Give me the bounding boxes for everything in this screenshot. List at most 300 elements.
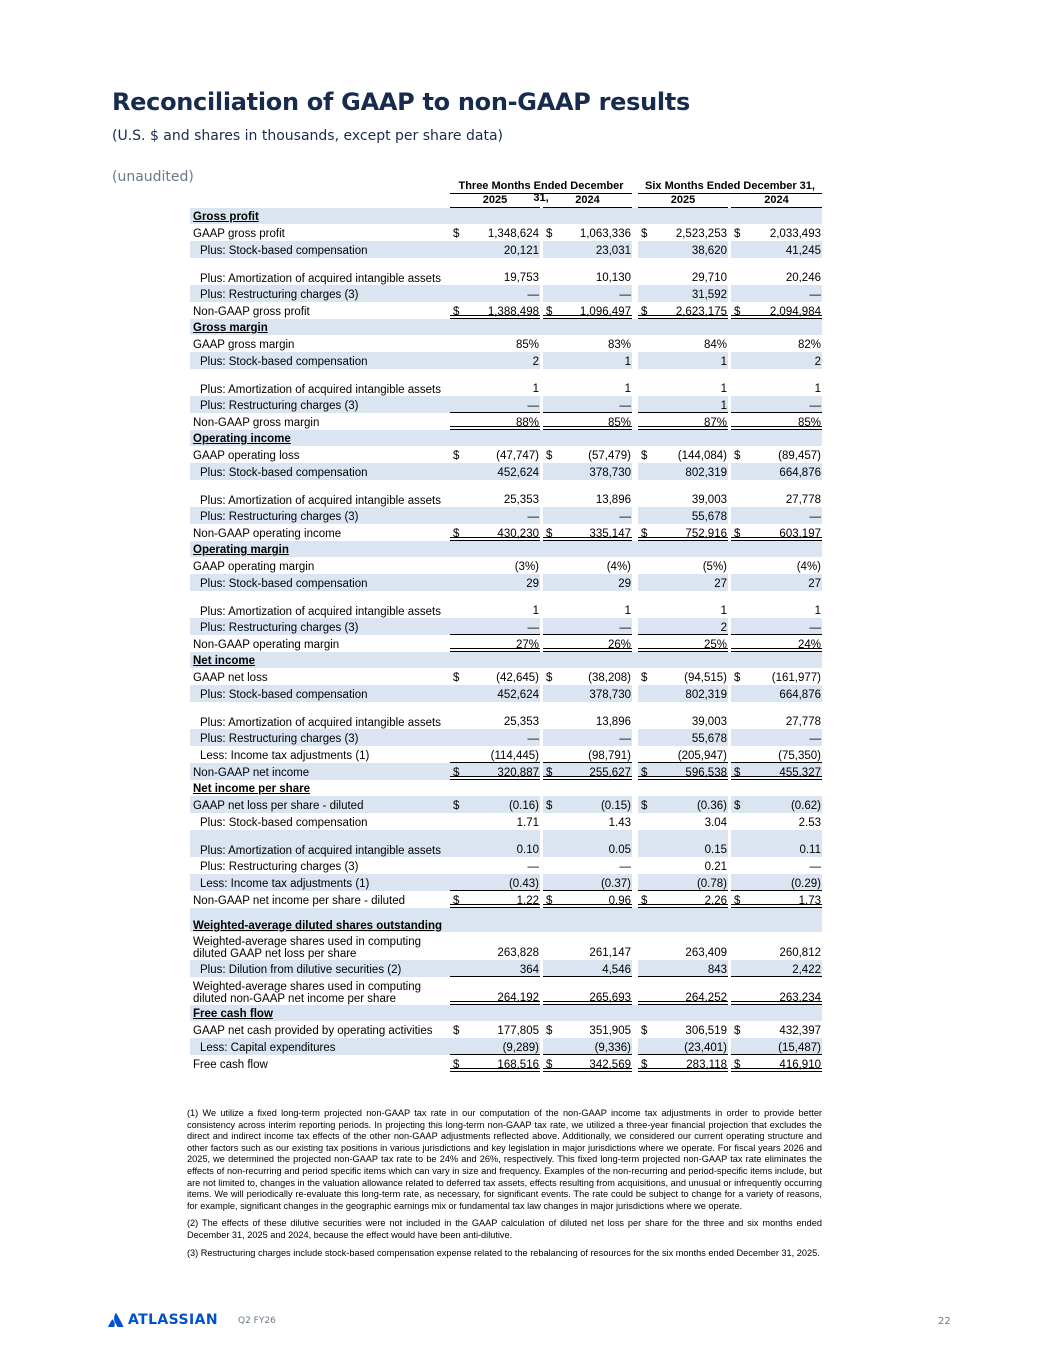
currency-symbol: $ [734, 672, 741, 684]
row-label: Plus: Amortization of acquired intangible assets [190, 830, 450, 857]
currency-symbol [731, 352, 745, 369]
currency-symbol [731, 874, 745, 891]
row-label: Plus: Restructuring charges (3) [190, 507, 450, 524]
row-label: Non-GAAP operating margin [193, 639, 340, 651]
table-row [190, 241, 822, 258]
currency-symbol: $ [450, 796, 464, 813]
currency-symbol [731, 241, 745, 258]
value-3m-2024: — [557, 396, 632, 413]
reconciliation-table [190, 208, 822, 1072]
value-3m-2024: 351,905 [589, 1025, 631, 1037]
currency-symbol: $ [543, 891, 557, 908]
row-label: GAAP net loss per share - diluted [190, 796, 450, 813]
currency-symbol: $ [731, 524, 745, 541]
value-6m-2024: 1 [814, 383, 821, 395]
currency-symbol [638, 258, 652, 285]
currency-symbol [450, 463, 464, 480]
currency-symbol: $ [731, 302, 745, 319]
currency-symbol [638, 241, 652, 258]
currency-symbol [638, 480, 652, 507]
section-header-row [190, 652, 822, 668]
value-3m-2025: — [464, 285, 540, 302]
currency-symbol [638, 1038, 652, 1055]
currency-symbol: $ [453, 1025, 460, 1037]
currency-symbol [543, 960, 557, 977]
value-6m-2024: (89,457) [778, 450, 821, 462]
value-3m-2024: (4%) [606, 561, 631, 573]
currency-symbol: $ [543, 524, 557, 541]
value-3m-2025: (42,645) [496, 672, 539, 684]
value-3m-2024: 1,063,336 [579, 228, 631, 240]
value-6m-2024: (75,350) [745, 746, 822, 763]
value-6m-2025: 84% [703, 339, 727, 351]
currency-symbol [450, 702, 464, 729]
currency-symbol [731, 977, 745, 1005]
value-6m-2025: 39,003 [691, 716, 727, 728]
value-3m-2025: 25,353 [503, 494, 539, 506]
row-label: Plus: Stock-based compensation [190, 574, 450, 591]
currency-symbol: $ [734, 450, 741, 462]
table-row [190, 857, 822, 874]
currency-symbol [731, 507, 745, 524]
value-3m-2025: 364 [464, 960, 540, 977]
value-3m-2025: — [464, 396, 540, 413]
row-label: Plus: Dilution from dilutive securities (2) [190, 960, 450, 977]
table-row [190, 960, 822, 977]
currency-symbol [731, 960, 745, 977]
row-label: Plus: Amortization of acquired intangible assets [200, 716, 441, 729]
section-header-row [190, 780, 822, 796]
value-6m-2024: — [745, 618, 822, 635]
currency-symbol [638, 746, 652, 763]
currency-symbol: $ [546, 450, 553, 462]
currency-symbol [638, 396, 652, 413]
table-row [190, 796, 822, 813]
value-6m-2025: (205,947) [652, 746, 728, 763]
value-3m-2025: 430,230 [464, 524, 540, 541]
value-3m-2024: (57,479) [588, 450, 631, 462]
currency-symbol [450, 241, 464, 258]
header-six-months: Six Months Ended December 31, [638, 180, 822, 194]
row-label: Non-GAAP gross margin [193, 417, 320, 429]
page-title: Reconciliation of GAAP to non-GAAP results [112, 88, 690, 116]
value-6m-2025: 596,538 [652, 763, 728, 780]
currency-symbol [731, 463, 745, 480]
currency-symbol [638, 857, 652, 874]
row-label: Plus: Stock-based compensation [190, 352, 450, 369]
table-row [190, 830, 822, 857]
value-6m-2025: 2 [652, 618, 728, 635]
value-3m-2024: 335,147 [557, 524, 632, 541]
currency-symbol [543, 618, 557, 635]
value-6m-2025: 1 [652, 396, 728, 413]
currency-symbol: $ [450, 524, 464, 541]
value-3m-2024: (0.15) [557, 796, 632, 813]
value-3m-2024: 83% [607, 339, 631, 351]
value-3m-2024: (98,791) [557, 746, 632, 763]
row-label: Weighted-average shares used in computing diluted non-GAAP net income per share [193, 981, 422, 1005]
value-6m-2025: 38,620 [652, 241, 728, 258]
row-label: Plus: Amortization of acquired intangible assets [200, 383, 441, 396]
currency-symbol: $ [453, 228, 460, 240]
value-3m-2024: — [619, 861, 631, 873]
value-3m-2024: 342,569 [557, 1055, 632, 1072]
value-6m-2024: 24% [745, 635, 822, 652]
value-6m-2024: 1 [814, 605, 821, 617]
section-header: Operating income [190, 430, 822, 446]
currency-symbol: $ [731, 796, 745, 813]
table-row [190, 524, 822, 541]
section-header: Gross margin [190, 319, 822, 335]
row-label: Non-GAAP gross profit [193, 306, 310, 318]
value-6m-2024: 603,197 [745, 524, 822, 541]
value-6m-2024: 664,876 [745, 463, 822, 480]
value-6m-2024: — [809, 861, 821, 873]
currency-symbol: $ [546, 228, 553, 240]
footnote-1: (1) We utilize a fixed long-term projected non-GAAP tax rate in our computation of the non-GAAP income tax adjustments in order to provide better consistency across interim reporting periods. In projecting this long-term non-GAAP tax rate, we utilized a three-year financial projection that excludes the direct and indirect income tax effects of the other non-GAAP adjustments reflected above. Additionally, we considered our current operating structure and other factors such as our existing tax positions in various jurisdictions and key legislation in major jurisdictions where we operate. For fiscal years 2026 and 2025, we determined the projected non-GAAP tax rate to be 24% and 26%, respectively. This fixed long-term projected non-GAAP tax rate eliminates the effects of non-recurring and period specific items which can vary in size and frequency. Examples of the non-recurring and period-specific items include, but are not limited to, changes in the valuation allowance related to deferred tax assets, effects resulting from acquisitions, and unusual or infrequently occurring items. We will periodically re-evaluate this long-term rate, as necessary, for significant events. The rate could be subject to change for a variety of reasons, for example, significant changes in the geographic earnings mix or fundamental tax law changes in major jurisdictions where we operate. [187, 1108, 822, 1211]
value-3m-2025: 2 [464, 352, 540, 369]
row-label: Weighted-average shares used in computing diluted GAAP net loss per share [193, 936, 422, 960]
value-6m-2025: (94,515) [684, 672, 727, 684]
value-6m-2025: 31,592 [652, 285, 728, 302]
currency-symbol [543, 335, 557, 352]
value-6m-2024: 0.11 [745, 830, 822, 857]
value-3m-2024: 29 [557, 574, 632, 591]
value-3m-2024: 13,896 [595, 494, 631, 506]
value-6m-2024: 2,033,493 [769, 228, 821, 240]
value-3m-2025: (114,445) [464, 746, 540, 763]
value-6m-2025: (0.36) [652, 796, 728, 813]
value-3m-2025: 1.71 [516, 817, 539, 829]
table-row [190, 746, 822, 763]
currency-symbol [731, 591, 745, 618]
row-label: Plus: Restructuring charges (3) [190, 396, 450, 413]
value-6m-2025: 25% [652, 635, 728, 652]
table-row [190, 335, 822, 352]
value-3m-2025: — [464, 618, 540, 635]
currency-symbol [543, 1038, 557, 1055]
value-6m-2025: 55,678 [652, 507, 728, 524]
currency-symbol: $ [450, 891, 464, 908]
currency-symbol [731, 1038, 745, 1055]
value-3m-2024: 1 [624, 383, 631, 395]
currency-symbol [731, 557, 745, 574]
value-6m-2025: 2,523,253 [675, 228, 727, 240]
footnote-3: (3) Restructuring charges include stock-based compensation expense related to the rebalancing of resources for the six months ended December 31, 2025. [187, 1247, 820, 1258]
currency-symbol [450, 480, 464, 507]
value-6m-2025: 264,252 [652, 977, 728, 1005]
value-6m-2024: — [745, 729, 822, 746]
currency-symbol [543, 591, 557, 618]
value-3m-2024: 10,130 [595, 272, 631, 284]
currency-symbol [731, 830, 745, 857]
value-6m-2024: 260,812 [779, 947, 821, 959]
value-6m-2024: 82% [797, 339, 821, 351]
currency-symbol [450, 857, 464, 874]
currency-symbol [450, 591, 464, 618]
currency-symbol [731, 285, 745, 302]
value-6m-2024: 27,778 [785, 494, 821, 506]
section-header-row [190, 541, 822, 557]
currency-symbol [638, 463, 652, 480]
currency-symbol: $ [453, 450, 460, 462]
currency-symbol [731, 574, 745, 591]
value-3m-2025: — [464, 507, 540, 524]
value-3m-2024: — [557, 729, 632, 746]
currency-symbol [638, 285, 652, 302]
row-label: Non-GAAP net income [190, 763, 450, 780]
currency-symbol: $ [453, 672, 460, 684]
table-row [190, 729, 822, 746]
row-label: Plus: Restructuring charges (3) [190, 729, 450, 746]
value-6m-2024: — [745, 285, 822, 302]
footnotes [187, 1108, 822, 1265]
table-row [190, 932, 822, 960]
value-3m-2024: 0.05 [557, 830, 632, 857]
value-3m-2024: (9,336) [557, 1038, 632, 1055]
value-3m-2025: (47,747) [496, 450, 539, 462]
currency-symbol [450, 413, 464, 430]
currency-symbol [543, 480, 557, 507]
currency-symbol: $ [638, 891, 652, 908]
currency-symbol [638, 977, 652, 1005]
value-3m-2024: 23,031 [557, 241, 632, 258]
row-label: Plus: Restructuring charges (3) [200, 861, 359, 873]
currency-symbol: $ [543, 763, 557, 780]
value-3m-2025: 264,192 [464, 977, 540, 1005]
row-label: Plus: Stock-based compensation [200, 817, 368, 829]
currency-symbol [450, 932, 464, 960]
table-row [190, 446, 822, 463]
currency-symbol [638, 960, 652, 977]
value-6m-2024: 85% [745, 413, 822, 430]
section-header: Gross profit [190, 208, 822, 224]
value-6m-2024: (0.29) [745, 874, 822, 891]
value-6m-2025: 39,003 [691, 494, 727, 506]
brand-name: ATLASSIAN [128, 1312, 218, 1328]
section-header: Weighted-average diluted shares outstanding [190, 908, 822, 932]
row-label: Less: Capital expenditures [190, 1038, 450, 1055]
table-row [190, 463, 822, 480]
currency-symbol [543, 352, 557, 369]
table-row [190, 1055, 822, 1072]
currency-symbol: $ [546, 672, 553, 684]
row-label: Non-GAAP net income per share - diluted [193, 895, 406, 907]
value-6m-2025: 29,710 [691, 272, 727, 284]
currency-symbol: $ [731, 1055, 745, 1072]
currency-symbol [450, 396, 464, 413]
value-6m-2024: (4%) [796, 561, 821, 573]
currency-symbol [638, 635, 652, 652]
currency-symbol [450, 813, 464, 830]
table-row [190, 285, 822, 302]
section-header: Net income per share [193, 783, 310, 795]
atlassian-logo [108, 1312, 218, 1328]
footnote-2: (2) The effects of these dilutive securities were not included in the GAAP calculation of diluted net loss per share for the three and six months ended December 31, 2025 and 2024, because the effect would have been anti-dilutive. [187, 1218, 822, 1240]
value-3m-2025: (0.43) [464, 874, 540, 891]
row-label: Non-GAAP operating income [193, 528, 342, 540]
value-3m-2024: 378,730 [557, 463, 632, 480]
value-3m-2025: 1,348,624 [487, 228, 539, 240]
row-label: Plus: Restructuring charges (3) [190, 618, 450, 635]
row-label: GAAP net loss [193, 672, 268, 684]
currency-symbol [638, 874, 652, 891]
currency-symbol [543, 685, 557, 702]
value-6m-2024: 416,910 [745, 1055, 822, 1072]
currency-symbol [638, 813, 652, 830]
value-6m-2025: 283,118 [652, 1055, 728, 1072]
table-row [190, 702, 822, 729]
currency-symbol [731, 857, 745, 874]
currency-symbol [543, 574, 557, 591]
value-6m-2024: 1.73 [745, 891, 822, 908]
value-3m-2025: 1,388,498 [464, 302, 540, 319]
currency-symbol [543, 635, 557, 652]
value-6m-2025: 1 [652, 352, 728, 369]
currency-symbol [450, 352, 464, 369]
currency-symbol [638, 352, 652, 369]
value-6m-2024: (161,977) [771, 672, 821, 684]
currency-symbol [450, 729, 464, 746]
currency-symbol [731, 685, 745, 702]
section-header-row [190, 430, 822, 446]
currency-symbol [450, 746, 464, 763]
value-3m-2025: — [464, 729, 540, 746]
currency-symbol: $ [638, 1055, 652, 1072]
currency-symbol [731, 635, 745, 652]
value-3m-2025: 29 [464, 574, 540, 591]
value-6m-2025: 1 [720, 605, 727, 617]
page-subtitle: (U.S. $ and shares in thousands, except per share data) [112, 128, 503, 144]
value-3m-2025: 452,624 [464, 463, 540, 480]
value-3m-2024: 4,546 [557, 960, 632, 977]
row-label: GAAP gross profit [193, 228, 285, 240]
currency-symbol [450, 507, 464, 524]
currency-symbol [731, 258, 745, 285]
row-label: Plus: Amortization of acquired intangible assets [200, 605, 441, 618]
section-header-row [190, 208, 822, 224]
currency-symbol [638, 557, 652, 574]
value-3m-2024: 26% [557, 635, 632, 652]
section-header-row [190, 1005, 822, 1021]
row-label: Less: Income tax adjustments (1) [190, 874, 450, 891]
currency-symbol [543, 729, 557, 746]
currency-symbol: $ [638, 763, 652, 780]
currency-symbol [731, 396, 745, 413]
row-label: GAAP operating loss [193, 450, 300, 462]
value-6m-2025: 1 [720, 383, 727, 395]
value-6m-2024: (15,487) [745, 1038, 822, 1055]
value-6m-2025: 0.15 [652, 830, 728, 857]
currency-symbol [638, 591, 652, 618]
value-6m-2025: (23,401) [652, 1038, 728, 1055]
table-row [190, 874, 822, 891]
currency-symbol: $ [450, 1055, 464, 1072]
value-3m-2024: — [557, 285, 632, 302]
table-row [190, 618, 822, 635]
table-row [190, 574, 822, 591]
currency-symbol: $ [450, 763, 464, 780]
currency-symbol [731, 932, 745, 960]
value-6m-2025: 2,623,175 [652, 302, 728, 319]
value-6m-2025: 752,916 [652, 524, 728, 541]
currency-symbol [450, 635, 464, 652]
value-3m-2024: (38,208) [588, 672, 631, 684]
currency-symbol: $ [731, 891, 745, 908]
value-3m-2024: 265,693 [557, 977, 632, 1005]
currency-symbol [731, 618, 745, 635]
page-number: 22 [938, 1316, 951, 1327]
value-3m-2024: 1,096,497 [557, 302, 632, 319]
row-label: Plus: Stock-based compensation [190, 463, 450, 480]
currency-symbol [638, 702, 652, 729]
currency-symbol [638, 729, 652, 746]
currency-symbol [731, 746, 745, 763]
value-3m-2025: 263,828 [497, 947, 539, 959]
currency-symbol [543, 813, 557, 830]
currency-symbol [731, 369, 745, 396]
value-3m-2025: 27% [464, 635, 540, 652]
row-label: GAAP gross margin [193, 339, 295, 351]
currency-symbol: $ [731, 763, 745, 780]
currency-symbol: $ [641, 228, 648, 240]
currency-symbol [543, 369, 557, 396]
value-3m-2025: (3%) [514, 561, 539, 573]
table-row [190, 557, 822, 574]
currency-symbol [543, 396, 557, 413]
currency-symbol [731, 480, 745, 507]
currency-symbol [731, 729, 745, 746]
value-3m-2024: 13,896 [595, 716, 631, 728]
currency-symbol [450, 258, 464, 285]
row-label: Plus: Stock-based compensation [190, 685, 450, 702]
value-3m-2025: 0.10 [464, 830, 540, 857]
table-row [190, 258, 822, 285]
value-6m-2024: (0.62) [745, 796, 822, 813]
value-3m-2024: — [557, 618, 632, 635]
row-label: Plus: Amortization of acquired intangible assets [200, 272, 441, 285]
currency-symbol: $ [543, 1055, 557, 1072]
currency-symbol: $ [543, 796, 557, 813]
currency-symbol: $ [638, 524, 652, 541]
value-6m-2025: 55,678 [652, 729, 728, 746]
header-year-6m-2025: 2025 [638, 194, 728, 208]
value-6m-2024: 2.53 [798, 817, 821, 829]
currency-symbol [450, 285, 464, 302]
table-row [190, 685, 822, 702]
currency-symbol [543, 241, 557, 258]
section-header: Free cash flow [190, 1005, 822, 1021]
currency-symbol [543, 507, 557, 524]
value-6m-2024: — [745, 507, 822, 524]
currency-symbol [731, 413, 745, 430]
table-row [190, 591, 822, 618]
currency-symbol [450, 1038, 464, 1055]
value-6m-2024: 263,234 [745, 977, 822, 1005]
table-row [190, 224, 822, 241]
currency-symbol [638, 618, 652, 635]
currency-symbol [450, 830, 464, 857]
currency-symbol [638, 507, 652, 524]
value-6m-2024: 20,246 [785, 272, 821, 284]
value-6m-2025: 3.04 [704, 817, 727, 829]
currency-symbol [543, 413, 557, 430]
currency-symbol: $ [543, 302, 557, 319]
row-label: Less: Income tax adjustments (1) [200, 750, 370, 762]
value-6m-2025: 263,409 [685, 947, 727, 959]
currency-symbol: $ [734, 228, 741, 240]
currency-symbol: $ [638, 302, 652, 319]
